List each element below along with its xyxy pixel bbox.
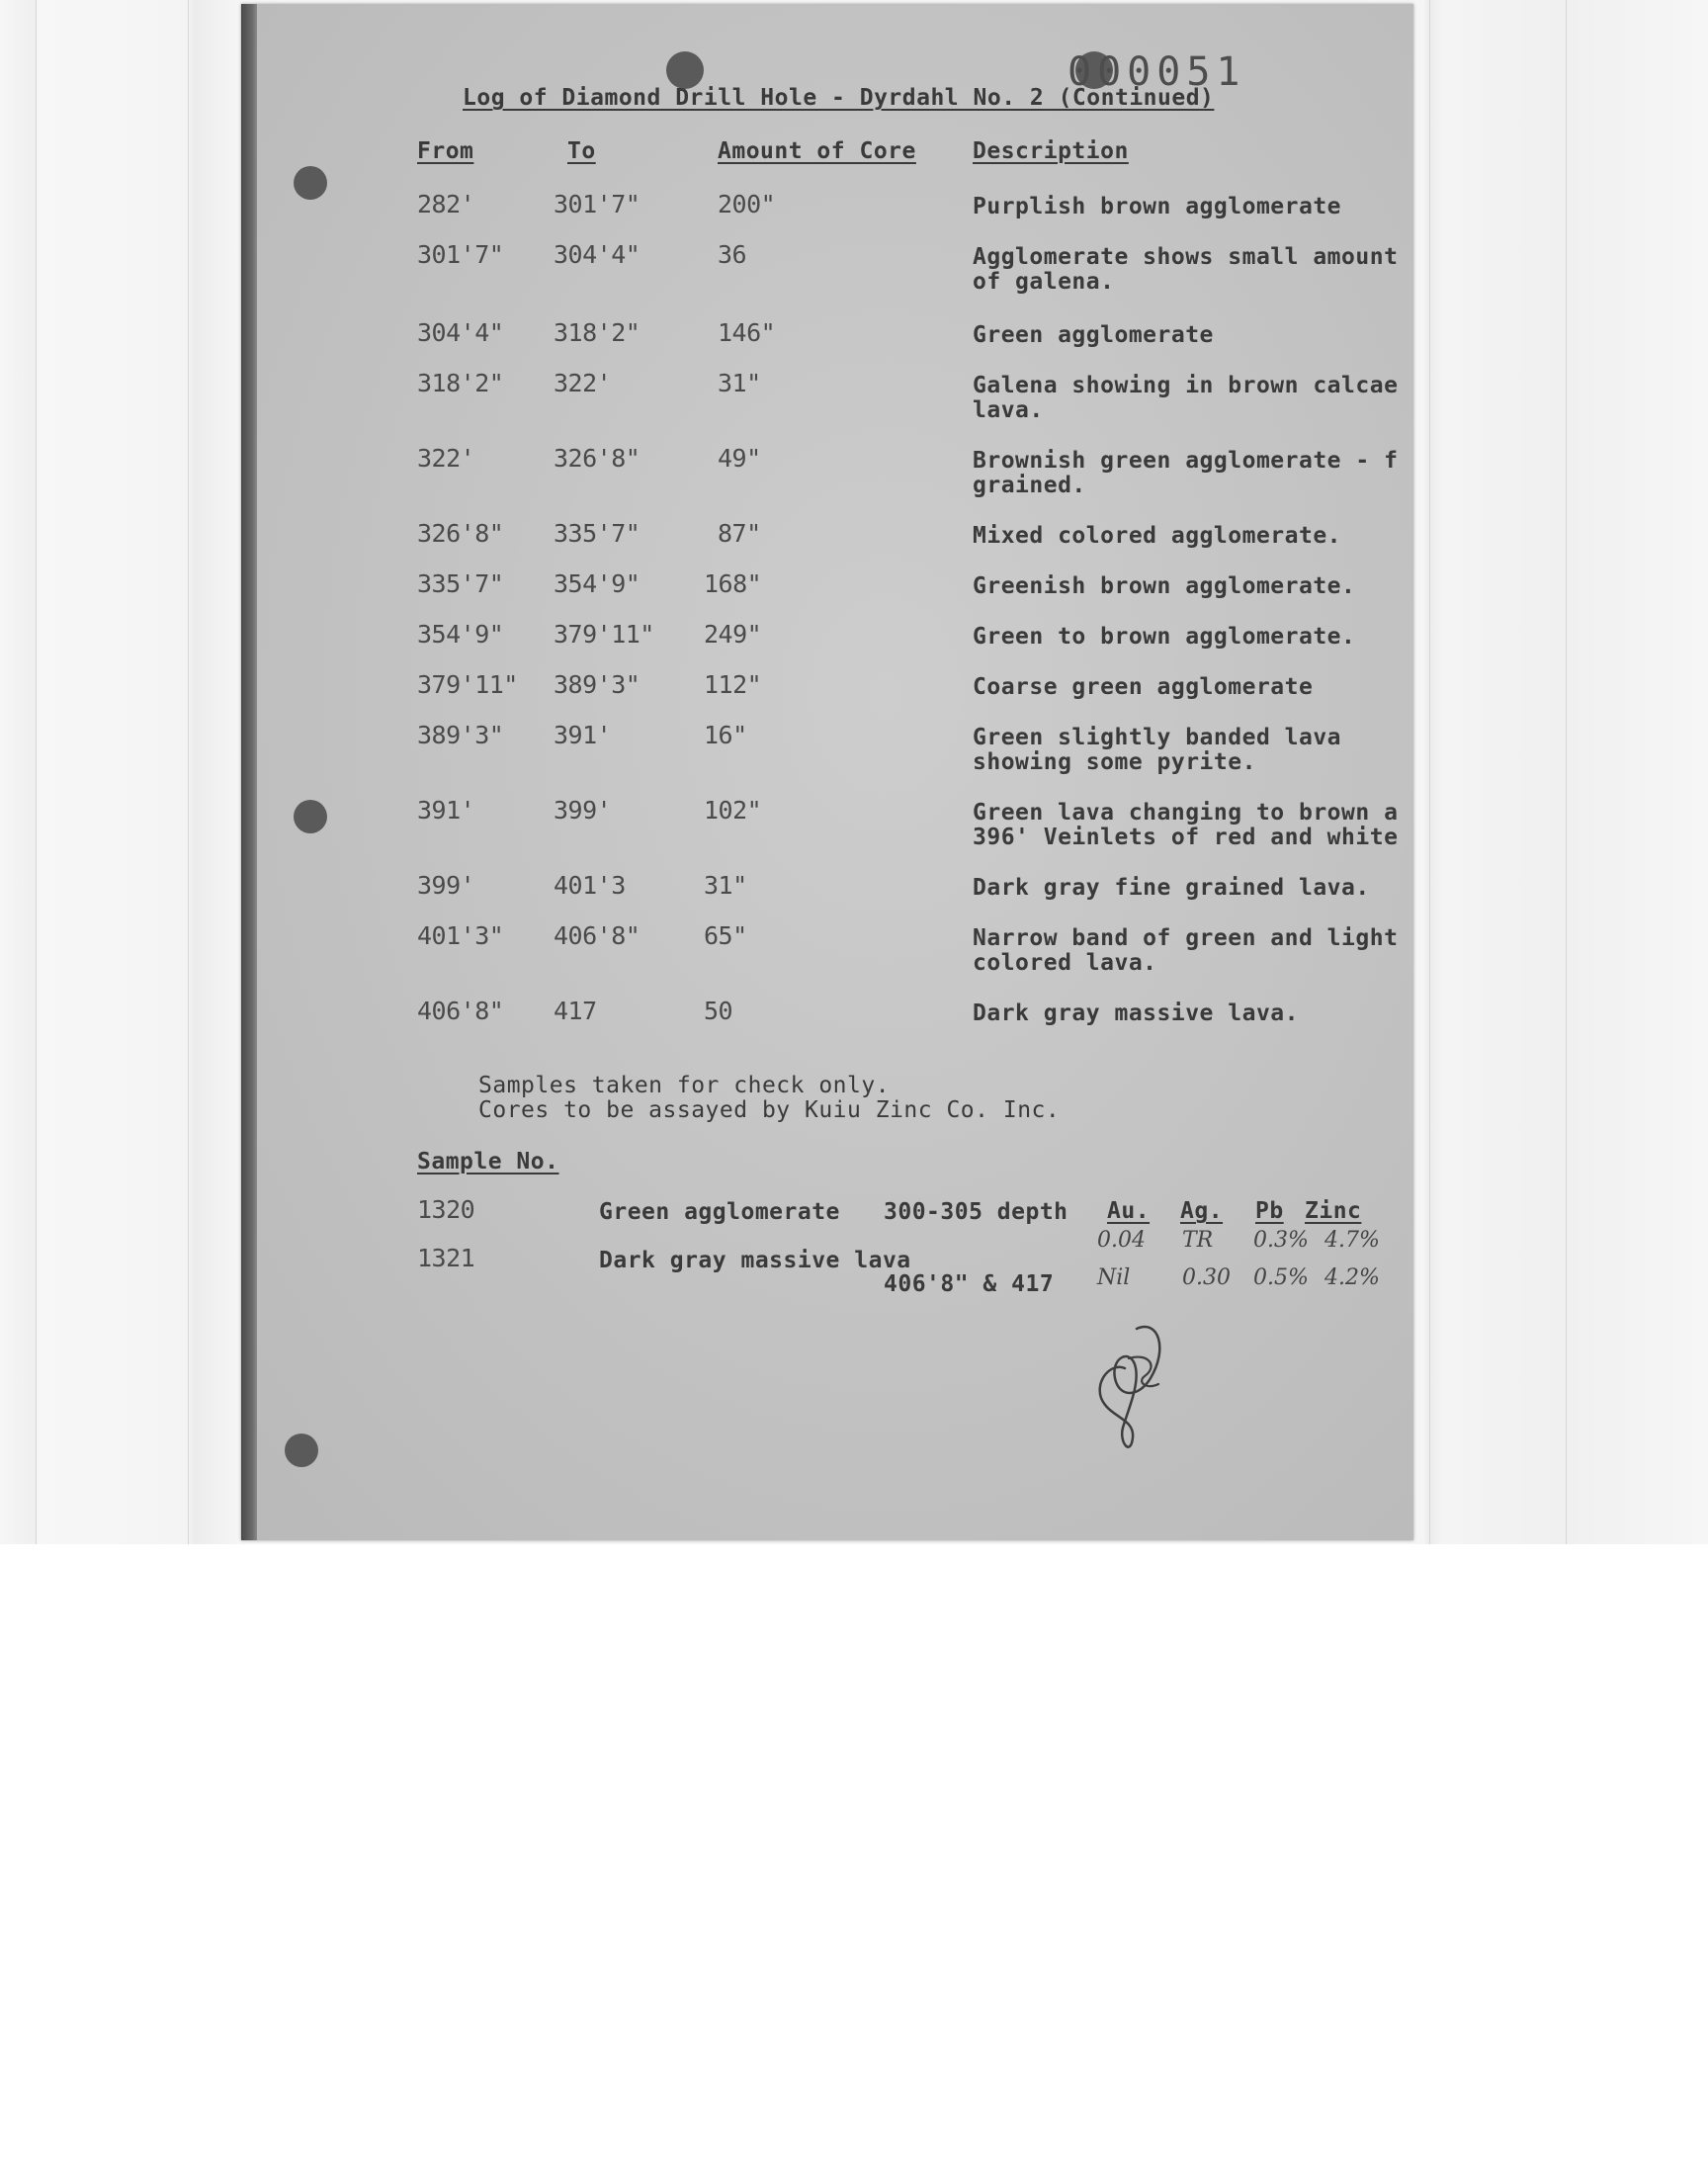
column-header-to: To xyxy=(567,138,596,164)
row-description: Dark gray fine grained lava. xyxy=(973,875,1370,901)
scan-divider xyxy=(1566,0,1567,1544)
sample-au: Nil xyxy=(1097,1265,1131,1290)
sample-ag: 0.30 xyxy=(1182,1265,1231,1290)
row-to: 389'3" xyxy=(554,670,640,699)
row-description-cont: of galena. xyxy=(973,269,1115,295)
assay-header-au: Au. xyxy=(1107,1198,1151,1224)
row-from: 318'2" xyxy=(417,369,504,397)
row-to: 399' xyxy=(554,796,612,825)
column-header-from: From xyxy=(417,138,474,164)
row-amount: 31" xyxy=(718,369,761,397)
row-to: 304'4" xyxy=(554,240,640,269)
row-amount: 31" xyxy=(704,871,747,900)
row-amount: 16" xyxy=(704,721,747,749)
row-from: 399' xyxy=(417,871,475,900)
sample-number-header: Sample No. xyxy=(417,1149,559,1174)
row-to: 379'11" xyxy=(554,620,654,649)
sample-number: 1320 xyxy=(417,1195,475,1224)
row-to: 322' xyxy=(554,369,612,397)
row-description: Coarse green agglomerate xyxy=(973,674,1314,700)
sample-depth: 406'8" & 417 xyxy=(884,1271,1055,1297)
row-to: 318'2" xyxy=(554,318,640,347)
row-amount: 200" xyxy=(718,190,776,218)
sample-ag: TR xyxy=(1182,1228,1214,1253)
sample-description: Green agglomerate xyxy=(599,1199,840,1225)
note-line: Cores to be assayed by Kuiu Zinc Co. Inc. xyxy=(478,1097,1061,1123)
scanned-page xyxy=(241,4,1413,1540)
punch-hole xyxy=(294,166,327,200)
row-amount: 36 xyxy=(718,240,747,269)
row-description: Green slightly banded lava xyxy=(973,725,1342,750)
row-from: 335'7" xyxy=(417,569,504,598)
row-from: 322' xyxy=(417,444,475,473)
row-amount: 49" xyxy=(718,444,761,473)
row-description: Galena showing in brown calcae xyxy=(973,373,1399,398)
row-description: Dark gray massive lava. xyxy=(973,1000,1299,1026)
row-from: 391' xyxy=(417,796,475,825)
row-description: Mixed colored agglomerate. xyxy=(973,523,1342,549)
assay-header-zinc: Zinc xyxy=(1305,1198,1362,1224)
page-title: Log of Diamond Drill Hole - Dyrdahl No. 2 (Continued) xyxy=(463,85,1215,111)
sample-depth: 300-305 depth xyxy=(884,1199,1068,1225)
sample-au: 0.04 xyxy=(1097,1228,1146,1253)
column-header-description: Description xyxy=(973,138,1129,164)
row-description: Green lava changing to brown a xyxy=(973,800,1399,826)
row-description: Greenish brown agglomerate. xyxy=(973,573,1356,599)
row-description: Green to brown agglomerate. xyxy=(973,624,1356,650)
row-to: 301'7" xyxy=(554,190,640,218)
row-description: Brownish green agglomerate - f xyxy=(973,448,1399,474)
sample-zinc: 4.2% xyxy=(1324,1265,1380,1290)
row-to: 391' xyxy=(554,721,612,749)
page-binding-edge xyxy=(241,4,257,1540)
row-to: 406'8" xyxy=(554,921,640,950)
row-amount: 168" xyxy=(704,569,762,598)
row-from: 354'9" xyxy=(417,620,504,649)
sample-number: 1321 xyxy=(417,1244,475,1272)
row-amount: 65" xyxy=(704,921,747,950)
row-description: Purplish brown agglomerate xyxy=(973,194,1342,219)
assay-header-pb: Pb xyxy=(1255,1198,1284,1224)
row-description-cont: showing some pyrite. xyxy=(973,749,1256,775)
row-from: 406'8" xyxy=(417,997,504,1025)
document-stamp-number: 000051 xyxy=(1068,49,1246,95)
row-description-cont: grained. xyxy=(973,473,1086,498)
sample-pb: 0.3% xyxy=(1253,1228,1309,1253)
assay-header-ag: Ag. xyxy=(1180,1198,1224,1224)
row-amount: 112" xyxy=(704,670,762,699)
row-amount: 249" xyxy=(704,620,762,649)
row-from: 304'4" xyxy=(417,318,504,347)
sample-description: Dark gray massive lava xyxy=(599,1248,911,1273)
row-from: 401'3" xyxy=(417,921,504,950)
row-amount: 50 xyxy=(704,997,733,1025)
row-to: 417 xyxy=(554,997,597,1025)
row-from: 326'8" xyxy=(417,519,504,548)
note-line: Samples taken for check only. xyxy=(478,1073,891,1098)
row-description: Agglomerate shows small amount xyxy=(973,244,1399,270)
row-to: 326'8" xyxy=(554,444,640,473)
row-from: 379'11" xyxy=(417,670,518,699)
sample-pb: 0.5% xyxy=(1253,1265,1309,1290)
column-header-amount: Amount of Core xyxy=(718,138,916,164)
row-description: Narrow band of green and light xyxy=(973,925,1399,951)
scan-divider xyxy=(36,0,37,1544)
punch-hole xyxy=(285,1434,318,1467)
row-from: 301'7" xyxy=(417,240,504,269)
punch-hole xyxy=(666,51,704,89)
row-description-cont: colored lava. xyxy=(973,950,1157,976)
row-to: 354'9" xyxy=(554,569,640,598)
row-amount: 87" xyxy=(718,519,761,548)
row-amount: 102" xyxy=(704,796,762,825)
scan-divider xyxy=(188,0,189,1544)
row-description: Green agglomerate xyxy=(973,322,1214,348)
row-from: 282' xyxy=(417,190,475,218)
row-from: 389'3" xyxy=(417,721,504,749)
row-description-cont: lava. xyxy=(973,397,1044,423)
punch-hole xyxy=(294,800,327,833)
sample-zinc: 4.7% xyxy=(1324,1228,1380,1253)
signature-initials xyxy=(1089,1319,1178,1467)
scan-divider xyxy=(1429,0,1430,1544)
row-description-cont: 396' Veinlets of red and white xyxy=(973,825,1399,850)
row-to: 335'7" xyxy=(554,519,640,548)
row-amount: 146" xyxy=(718,318,776,347)
row-to: 401'3 xyxy=(554,871,626,900)
